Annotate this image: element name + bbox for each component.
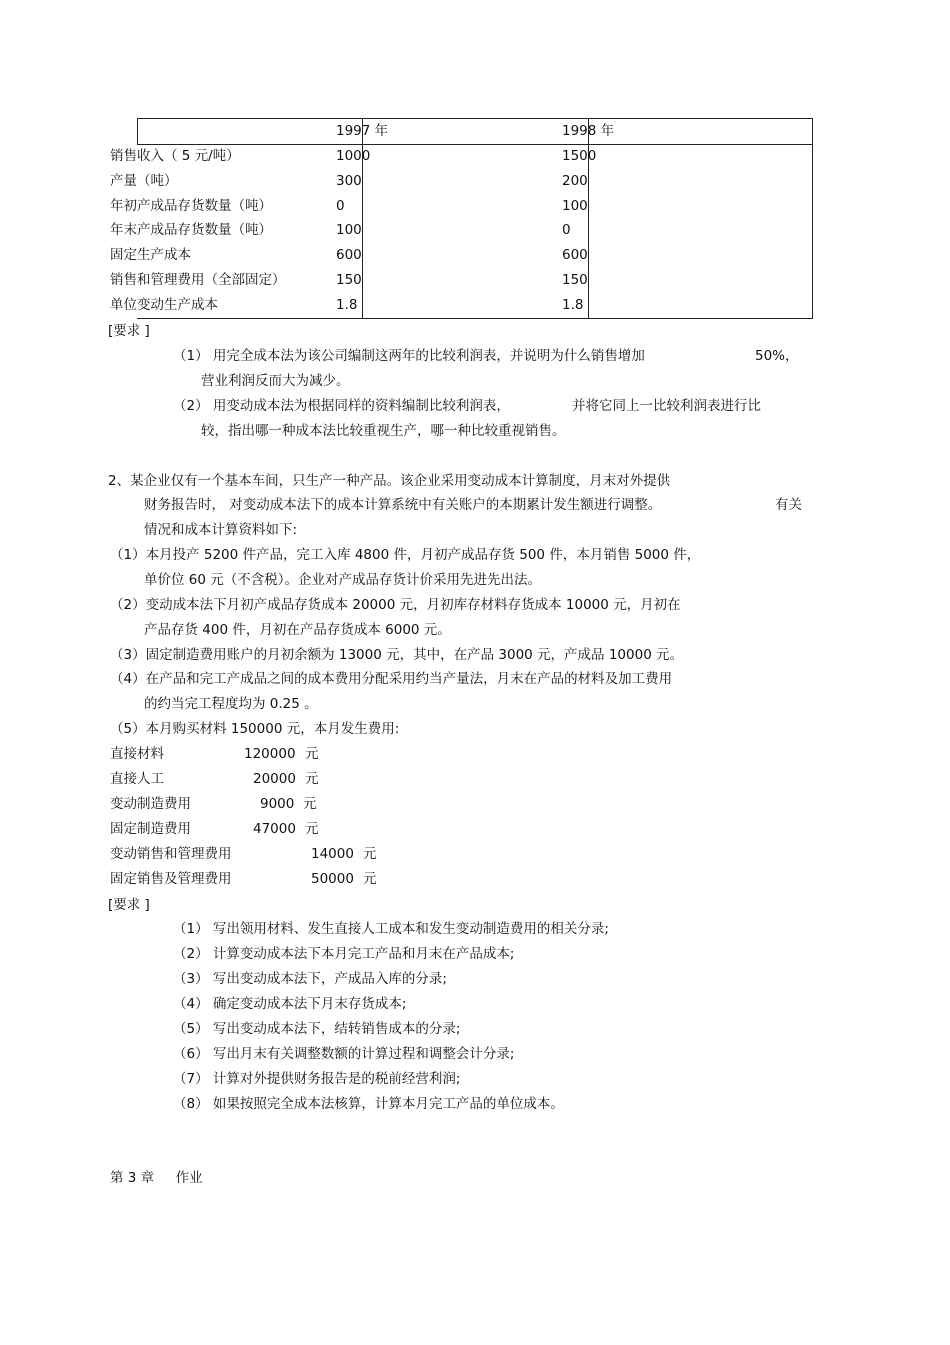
table-cell-1997: 0 <box>336 198 345 214</box>
expense-name: 直接材料 <box>110 746 164 762</box>
requirement-item: （1） 写出领用材料、发生直接人工成本和发生变动制造费用的相关分录; <box>173 921 609 937</box>
data-point: 的约当完工程度均为 0.25 。 <box>144 696 318 712</box>
requirement-text: 较，指出哪一种成本法比较重视生产，哪一种比较重视销售。 <box>201 423 566 439</box>
data-point: （2）变动成本法下月初产成品存货成本 20000 元，月初库存材料存货成本 10000 元，月初在 <box>110 597 681 613</box>
table-cell-1998: 1500 <box>562 148 597 164</box>
table-cell-1998: 150 <box>562 272 588 288</box>
requirement-item: （2） 计算变动成本法下本月完工产品和月末在产品成本; <box>173 946 515 962</box>
table-right-border <box>812 118 813 319</box>
table-row-label: 销售收入（ 5 元/吨） <box>110 148 240 164</box>
table-row-label: 产量（吨） <box>110 173 178 189</box>
table-top-border <box>137 118 813 119</box>
requirement-item: （8） 如果按照完全成本法核算，计算本月完工产品的单位成本。 <box>173 1096 564 1112</box>
requirement-text: （2） 用变动成本法为根据同样的资料编制比较利润表， <box>173 398 510 414</box>
data-point: （5）本月购买材料 150000 元，本月发生费用: <box>110 721 400 737</box>
requirement-item: （7） 计算对外提供财务报告是的税前经营利润; <box>173 1071 461 1087</box>
requirements-heading: [要求 ] <box>108 323 150 339</box>
expense-amount: 20000 <box>253 771 296 787</box>
table-row-label: 年初产成品存货数量（吨） <box>110 198 272 214</box>
table-row-label: 年末产成品存货数量（吨） <box>110 222 272 238</box>
expense-amount: 9000 <box>260 796 295 812</box>
expense-name: 固定制造费用 <box>110 821 191 837</box>
expense-unit: 元 <box>305 746 319 762</box>
expense-unit: 元 <box>363 871 377 887</box>
data-point: （4）在产品和完工产成品之间的成本费用分配采用约当产量法，月末在产品的材料及加工费用 <box>110 671 673 687</box>
expense-amount: 14000 <box>311 846 354 862</box>
table-row-label: 销售和管理费用（全部固定） <box>110 272 286 288</box>
table-cell-1998: 1.8 <box>562 297 584 313</box>
table-cell-1998: 200 <box>562 173 588 189</box>
table-header-border <box>137 144 813 145</box>
table-header-1997: 1997 年 <box>336 123 389 139</box>
table-bottom-border <box>137 318 813 319</box>
requirement-text-tail: 50%， <box>755 348 799 364</box>
data-point: （1）本月投产 5200 件产品，完工入库 4800 件，月初产成品存货 500 件，本月销售 5000 件， <box>110 547 701 563</box>
table-row-label: 固定生产成本 <box>110 247 191 263</box>
question-intro-tail: 有关 <box>775 497 802 513</box>
expense-unit: 元 <box>305 821 319 837</box>
table-row-label: 单位变动生产成本 <box>110 297 218 313</box>
requirement-item: （5） 写出变动成本法下，结转销售成本的分录; <box>173 1021 461 1037</box>
table-cell-1998: 600 <box>562 247 588 263</box>
question-intro: 财务报告时， 对变动成本法下的成本计算系统中有关账户的本期累计发生额进行调整。 <box>144 497 662 513</box>
table-cell-1997: 600 <box>336 247 362 263</box>
requirements-heading: [要求 ] <box>108 897 150 913</box>
requirement-text-tail: 并将它同上一比较利润表进行比 <box>572 398 761 414</box>
table-cell-1997: 100 <box>336 222 362 238</box>
requirement-item: （6） 写出月末有关调整数额的计算过程和调整会计分录; <box>173 1046 515 1062</box>
table-cell-1998: 0 <box>562 222 571 238</box>
requirement-item: （4） 确定变动成本法下月末存货成本; <box>173 996 407 1012</box>
table-left-border <box>137 118 138 145</box>
table-cell-1997: 1000 <box>336 148 371 164</box>
expense-unit: 元 <box>363 846 377 862</box>
chapter-heading: 第 3 章 作业 <box>110 1170 203 1186</box>
data-point: 单价位 60 元（不含税）。企业对产成品存货计价采用先进先出法。 <box>144 572 542 588</box>
question-intro: 情况和成本计算资料如下: <box>144 522 298 538</box>
expense-amount: 47000 <box>253 821 296 837</box>
table-cell-1997: 300 <box>336 173 362 189</box>
expense-unit: 元 <box>303 796 317 812</box>
expense-name: 直接人工 <box>110 771 164 787</box>
requirement-text: 营业利润反而大为减少。 <box>201 373 350 389</box>
expense-name: 固定销售及管理费用 <box>110 871 232 887</box>
expense-name: 变动制造费用 <box>110 796 191 812</box>
question-intro: 2、某企业仅有一个基本车间，只生产一种产品。该企业采用变动成本计算制度，月末对外提供 <box>108 473 671 489</box>
table-cell-1998: 100 <box>562 198 588 214</box>
expense-amount: 120000 <box>244 746 296 762</box>
expense-unit: 元 <box>305 771 319 787</box>
table-cell-1997: 1.8 <box>336 297 358 313</box>
requirement-item: （3） 写出变动成本法下，产成品入库的分录; <box>173 971 447 987</box>
requirement-text: （1） 用完全成本法为该公司编制这两年的比较利润表，并说明为什么销售增加 <box>173 348 645 364</box>
data-point: 产品存货 400 件，月初在产品存货成本 6000 元。 <box>144 622 451 638</box>
table-header-1998: 1998 年 <box>562 123 615 139</box>
expense-name: 变动销售和管理费用 <box>110 846 232 862</box>
table-cell-1997: 150 <box>336 272 362 288</box>
expense-amount: 50000 <box>311 871 354 887</box>
data-point: （3）固定制造费用账户的月初余额为 13000 元，其中，在产品 3000 元，产成品 10000 元。 <box>110 647 684 663</box>
